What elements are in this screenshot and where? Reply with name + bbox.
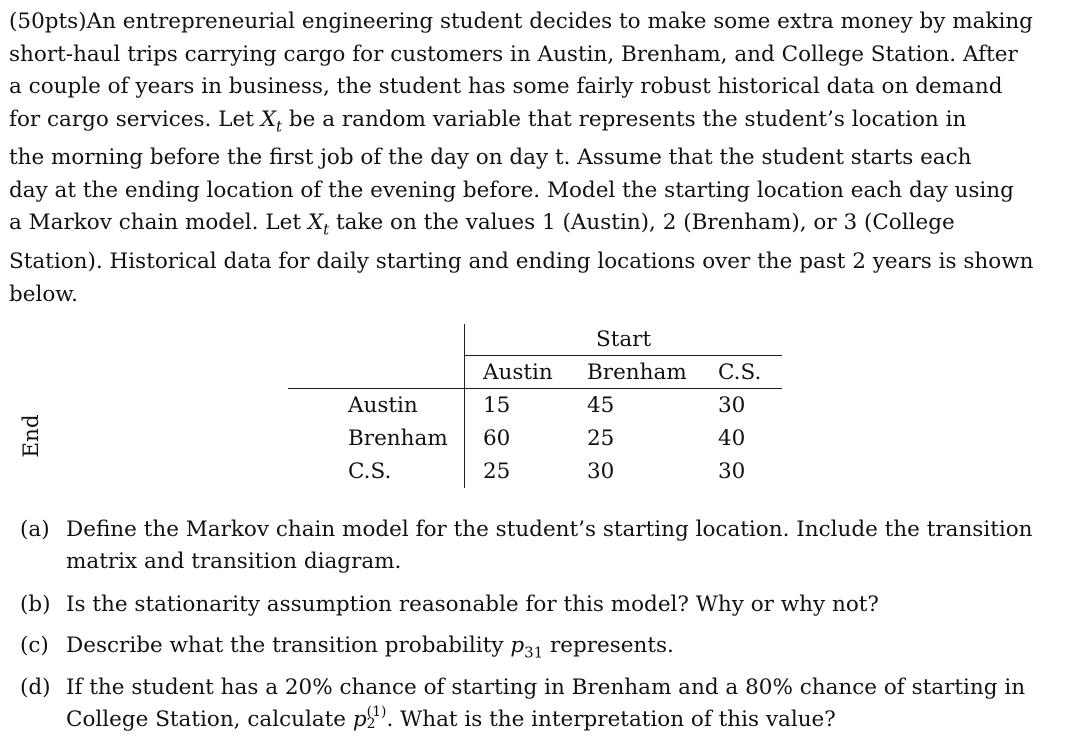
text-segment: take on the values 1 (Austin), 2 (Brenham), or 3 (College: [329, 210, 955, 236]
variable-x: X: [307, 210, 324, 236]
problem-line: (50pts)An entrepreneurial engineering student decides to make some extra money by making: [9, 9, 1033, 34]
problem-line: [9, 104, 1061, 143]
table-cell: 15: [483, 393, 511, 418]
question-text: Define the Markov chain model for the student’s starting location. Include the transition: [66, 517, 1033, 542]
question-text: Describe what the transition probability: [66, 633, 511, 658]
column-header: Brenham: [587, 360, 687, 385]
question-text: represents.: [543, 633, 674, 658]
subscript-t: t: [323, 220, 330, 239]
question-text: College Station, calculate: [66, 707, 353, 732]
variable-p: p: [352, 707, 367, 732]
text-segment: a Markov chain model. Let: [9, 210, 308, 236]
question-c: [20, 630, 1065, 668]
subscript-31: 31: [524, 643, 544, 662]
table-cell: 30: [587, 459, 615, 484]
start-header: Start: [596, 327, 652, 352]
subscript-t: t: [276, 116, 283, 135]
problem-line: day at the ending location of the evening before. Model the starting location each day using: [9, 177, 1014, 203]
index-stack: [367, 706, 387, 730]
question-label: (a): [20, 517, 50, 542]
problem-line: [9, 207, 1061, 246]
question-text: If the student has a 20% chance of starting in Brenham and a 80% chance of starting in: [66, 675, 1026, 700]
table-rule-upper: [464, 355, 782, 356]
question-a: [20, 514, 1065, 578]
question-text: matrix and transition diagram.: [66, 549, 402, 574]
question-label: (c): [20, 633, 49, 658]
end-axis-label: End: [19, 414, 45, 458]
subscript-2: 2: [366, 716, 376, 732]
problem-line: short-haul trips carrying cargo for customers in Austin, Brenham, and College Station. After: [9, 41, 1018, 67]
row-label: Austin: [348, 393, 418, 418]
variable-x: X: [260, 106, 277, 132]
problem-line: Station). Historical data for daily starting and ending locations over the past 2 years is shown: [9, 249, 1034, 275]
question-text: Is the stationarity assumption reasonable for this model? Why or why not?: [66, 592, 879, 617]
problem-line: the morning before the first job of the day on day t. Assume that the student starts each: [9, 145, 972, 171]
question-b: [20, 589, 1065, 621]
table-cell: 40: [718, 426, 746, 451]
table-rule-header: [288, 388, 782, 389]
text-segment: be a random variable that represents the student’s location in: [282, 106, 967, 132]
column-header: Austin: [483, 360, 553, 385]
row-label: C.S.: [348, 459, 392, 484]
table-cell: 30: [718, 393, 746, 418]
column-header: C.S.: [718, 360, 762, 385]
text-segment: for cargo services. Let: [9, 106, 261, 132]
table-divider-vertical: [464, 324, 465, 488]
transition-data-table: [286, 322, 782, 490]
superscript-1: (1): [366, 704, 387, 720]
problem-line: a couple of years in business, the student has some fairly robust historical data on demand: [9, 74, 1003, 99]
question-text: . What is the interpretation of this value?: [386, 707, 836, 732]
question-label: (d): [20, 675, 51, 700]
problem-line: below.: [9, 281, 78, 307]
table-cell: 25: [587, 426, 615, 451]
table-cell: 25: [483, 459, 511, 484]
table-cell: 60: [483, 426, 511, 451]
row-label: Brenham: [348, 426, 448, 451]
question-label: (b): [20, 592, 51, 617]
question-d: [20, 672, 1065, 736]
problem-statement: [9, 6, 1061, 311]
variable-p: p: [510, 633, 525, 658]
table-cell: 45: [587, 393, 615, 418]
table-cell: 30: [718, 459, 746, 484]
